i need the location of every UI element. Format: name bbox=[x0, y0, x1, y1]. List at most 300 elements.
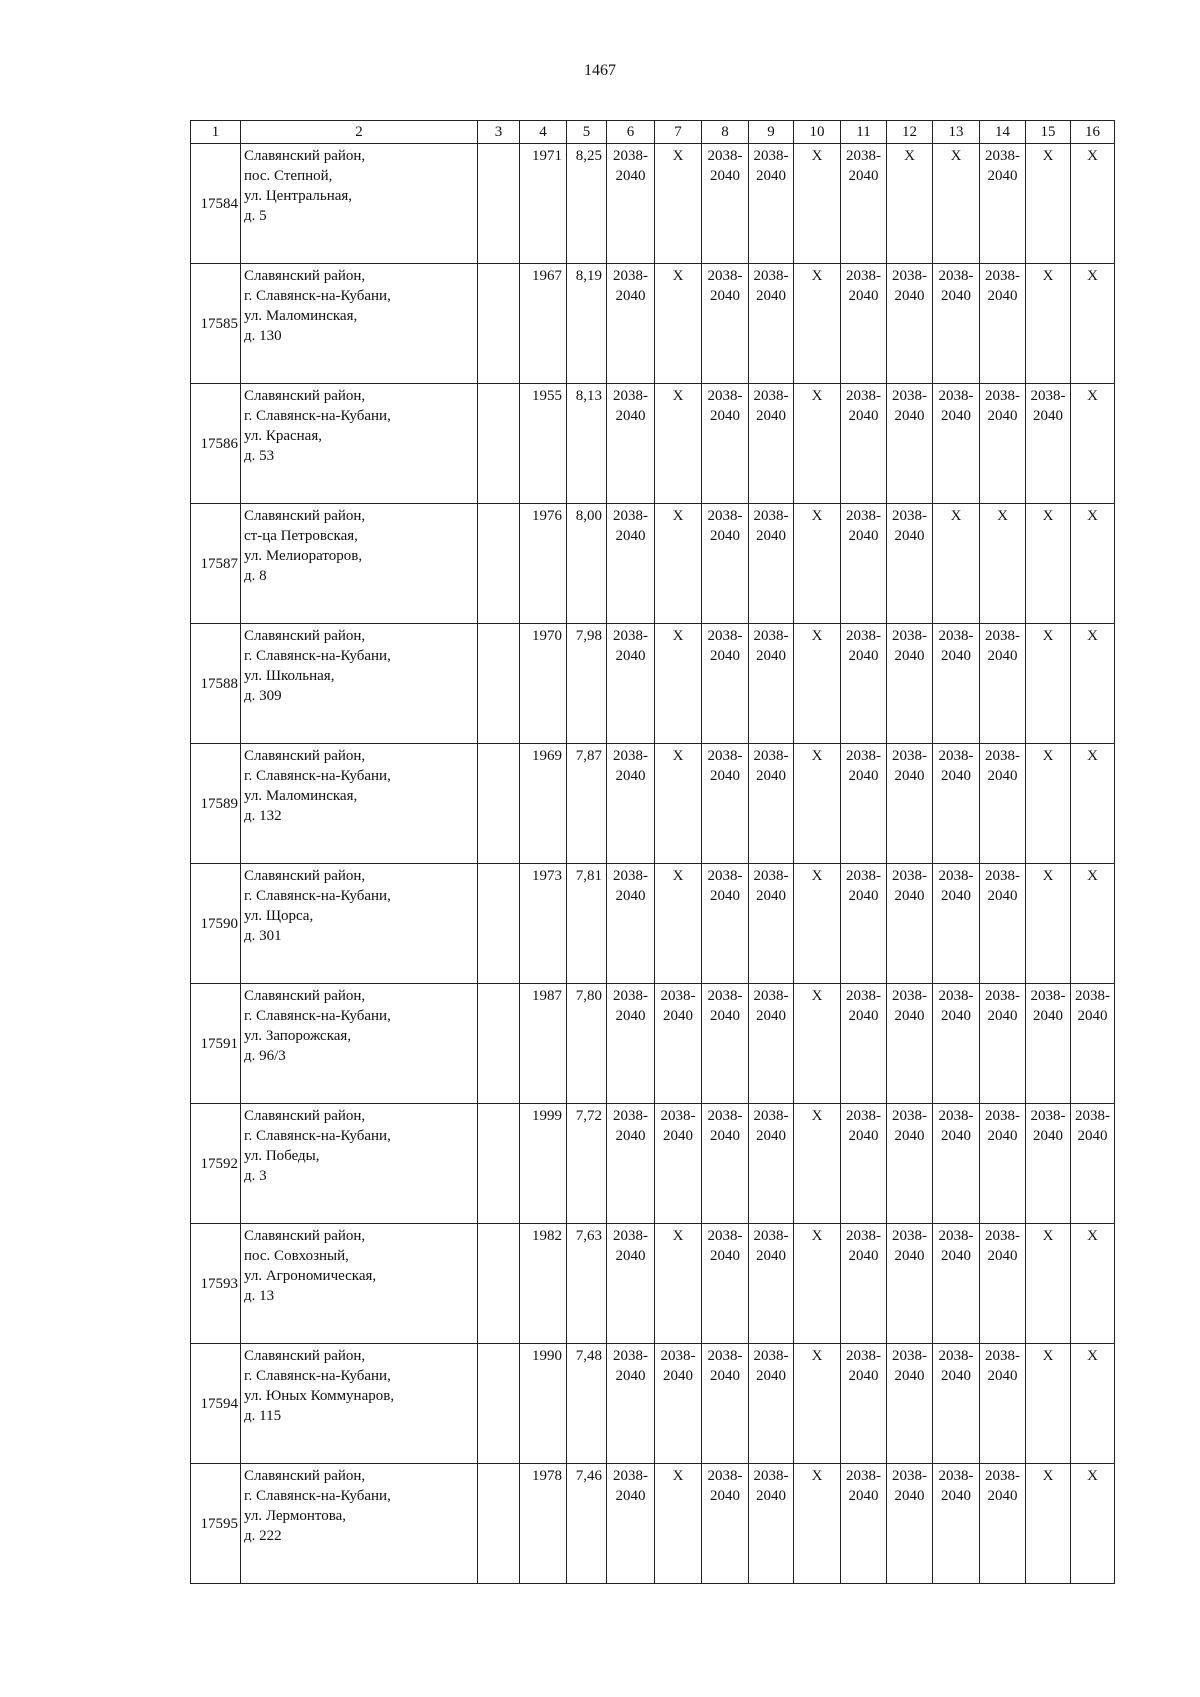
period-cell bbox=[841, 744, 887, 864]
address-line: д. 309 bbox=[244, 688, 282, 704]
period-cell bbox=[841, 984, 887, 1104]
period-end: 2040 bbox=[848, 528, 879, 544]
period-end: 2040 bbox=[848, 888, 879, 904]
period-start: 2038- bbox=[707, 868, 743, 884]
row-number: 17588 bbox=[191, 624, 241, 744]
period-start: 2038- bbox=[753, 1228, 789, 1244]
year-cell: 1969 bbox=[520, 744, 567, 864]
mark-cell: X bbox=[1026, 1464, 1071, 1584]
period-cell bbox=[933, 1104, 980, 1224]
mark-cell: X bbox=[1026, 504, 1071, 624]
period-cell bbox=[607, 624, 655, 744]
period-end: 2040 bbox=[987, 1368, 1018, 1384]
value-cell: 8,13 bbox=[567, 384, 607, 504]
period-cell bbox=[980, 144, 1026, 264]
table-row bbox=[191, 744, 1115, 864]
period-start: 2038- bbox=[613, 1348, 648, 1364]
period-end: 2040 bbox=[756, 648, 786, 664]
period-start: 2038- bbox=[613, 508, 648, 524]
empty-cell bbox=[478, 1104, 520, 1224]
mark-cell: X bbox=[980, 504, 1026, 624]
mark-cell: X bbox=[1026, 744, 1071, 864]
period-cell bbox=[933, 264, 980, 384]
period-end: 2040 bbox=[987, 888, 1018, 904]
empty-cell bbox=[478, 624, 520, 744]
period-end: 2040 bbox=[941, 648, 971, 664]
address-line: д. 115 bbox=[244, 1408, 282, 1424]
year-cell: 1971 bbox=[520, 144, 567, 264]
period-end: 2040 bbox=[756, 1248, 786, 1264]
period-end: 2040 bbox=[987, 648, 1018, 664]
address-line: ул. Маломинская, bbox=[244, 308, 358, 324]
period-start: 2038- bbox=[846, 508, 881, 524]
address-line: д. 13 bbox=[244, 1288, 275, 1304]
period-start: 2038- bbox=[892, 388, 927, 404]
period-cell bbox=[702, 384, 749, 504]
period-cell bbox=[607, 744, 655, 864]
empty-cell bbox=[478, 744, 520, 864]
period-cell bbox=[607, 1224, 655, 1344]
address-line: ул. Лермонтова, bbox=[244, 1508, 346, 1524]
mark-cell: X bbox=[794, 144, 841, 264]
period-end: 2040 bbox=[941, 888, 971, 904]
mark-cell: X bbox=[794, 1224, 841, 1344]
column-header-16: 16 bbox=[1071, 121, 1115, 144]
period-end: 2040 bbox=[615, 1128, 646, 1144]
period-end: 2040 bbox=[756, 1008, 786, 1024]
mark-cell: X bbox=[1071, 1464, 1115, 1584]
period-start: 2038- bbox=[892, 988, 927, 1004]
period-end: 2040 bbox=[615, 528, 646, 544]
value-cell: 7,48 bbox=[567, 1344, 607, 1464]
period-start: 2038- bbox=[707, 628, 743, 644]
address-line: ул. Запорожская, bbox=[244, 1028, 352, 1044]
period-end: 2040 bbox=[987, 1008, 1018, 1024]
period-start: 2038- bbox=[938, 1108, 974, 1124]
period-end: 2040 bbox=[615, 648, 646, 664]
row-number: 17594 bbox=[191, 1344, 241, 1464]
period-end: 2040 bbox=[615, 1488, 646, 1504]
period-start: 2038- bbox=[613, 268, 648, 284]
column-header-6: 6 bbox=[607, 121, 655, 144]
period-cell bbox=[980, 1344, 1026, 1464]
row-number: 17593 bbox=[191, 1224, 241, 1344]
period-start: 2038- bbox=[846, 148, 881, 164]
address-line: г. Славянск-на-Кубани, bbox=[244, 1488, 391, 1504]
value-cell: 7,80 bbox=[567, 984, 607, 1104]
period-cell bbox=[702, 984, 749, 1104]
period-end: 2040 bbox=[756, 888, 786, 904]
period-end: 2040 bbox=[987, 1488, 1018, 1504]
value-cell: 7,81 bbox=[567, 864, 607, 984]
period-cell bbox=[887, 744, 933, 864]
period-cell bbox=[749, 1224, 794, 1344]
period-cell bbox=[702, 1344, 749, 1464]
row-number: 17585 bbox=[191, 264, 241, 384]
period-start: 2038- bbox=[707, 1108, 743, 1124]
period-cell bbox=[933, 1344, 980, 1464]
column-header-1: 1 bbox=[191, 121, 241, 144]
year-cell: 1970 bbox=[520, 624, 567, 744]
mark-cell: X bbox=[1026, 624, 1071, 744]
period-end: 2040 bbox=[1077, 1128, 1108, 1144]
address-cell bbox=[241, 264, 478, 384]
period-end: 2040 bbox=[941, 408, 971, 424]
period-cell bbox=[749, 744, 794, 864]
period-start: 2038- bbox=[753, 148, 789, 164]
address-line: пос. Совхозный, bbox=[244, 1248, 349, 1264]
period-start: 2038- bbox=[1030, 388, 1066, 404]
period-cell bbox=[655, 1104, 702, 1224]
period-start: 2038- bbox=[892, 628, 927, 644]
period-cell bbox=[1026, 1104, 1071, 1224]
period-cell bbox=[980, 384, 1026, 504]
value-cell: 7,46 bbox=[567, 1464, 607, 1584]
period-end: 2040 bbox=[848, 1368, 879, 1384]
mark-cell: X bbox=[1071, 744, 1115, 864]
period-end: 2040 bbox=[663, 1368, 693, 1384]
period-start: 2038- bbox=[660, 1108, 696, 1124]
period-end: 2040 bbox=[941, 1008, 971, 1024]
period-cell bbox=[980, 1104, 1026, 1224]
period-start: 2038- bbox=[613, 628, 648, 644]
period-start: 2038- bbox=[613, 388, 648, 404]
mark-cell: X bbox=[1026, 1224, 1071, 1344]
period-end: 2040 bbox=[710, 288, 740, 304]
period-start: 2038- bbox=[892, 1228, 927, 1244]
mark-cell: X bbox=[655, 264, 702, 384]
address-line: ул. Мелиораторов, bbox=[244, 548, 363, 564]
period-end: 2040 bbox=[756, 168, 786, 184]
period-start: 2038- bbox=[846, 388, 881, 404]
column-header-2: 2 bbox=[241, 121, 478, 144]
period-end: 2040 bbox=[710, 648, 740, 664]
period-start: 2038- bbox=[938, 628, 974, 644]
year-cell: 1990 bbox=[520, 1344, 567, 1464]
mark-cell: X bbox=[1071, 1344, 1115, 1464]
period-cell bbox=[980, 864, 1026, 984]
period-end: 2040 bbox=[894, 648, 925, 664]
value-cell: 8,25 bbox=[567, 144, 607, 264]
period-end: 2040 bbox=[894, 1488, 925, 1504]
period-start: 2038- bbox=[707, 268, 743, 284]
period-start: 2038- bbox=[753, 988, 789, 1004]
mark-cell: X bbox=[1026, 1344, 1071, 1464]
period-start: 2038- bbox=[938, 1348, 974, 1364]
period-end: 2040 bbox=[615, 408, 646, 424]
period-end: 2040 bbox=[941, 1128, 971, 1144]
period-end: 2040 bbox=[756, 408, 786, 424]
address-line: Славянский район, bbox=[244, 1228, 366, 1244]
mark-cell: X bbox=[1071, 264, 1115, 384]
period-cell bbox=[887, 264, 933, 384]
mark-cell: X bbox=[794, 504, 841, 624]
period-cell bbox=[749, 1344, 794, 1464]
period-end: 2040 bbox=[756, 1128, 786, 1144]
period-start: 2038- bbox=[938, 868, 974, 884]
period-start: 2038- bbox=[613, 868, 648, 884]
period-start: 2038- bbox=[660, 1348, 696, 1364]
period-cell bbox=[607, 264, 655, 384]
period-cell bbox=[749, 984, 794, 1104]
period-start: 2038- bbox=[846, 1108, 881, 1124]
period-end: 2040 bbox=[710, 888, 740, 904]
period-cell bbox=[749, 504, 794, 624]
address-line: ул. Маломинская, bbox=[244, 788, 358, 804]
period-end: 2040 bbox=[710, 1248, 740, 1264]
period-start: 2038- bbox=[707, 1348, 743, 1364]
mark-cell: X bbox=[794, 744, 841, 864]
address-cell bbox=[241, 744, 478, 864]
period-start: 2038- bbox=[753, 868, 789, 884]
period-cell bbox=[702, 1224, 749, 1344]
period-cell bbox=[841, 1104, 887, 1224]
period-end: 2040 bbox=[756, 288, 786, 304]
period-cell bbox=[841, 264, 887, 384]
address-line: ул. Центральная, bbox=[244, 188, 353, 204]
address-line: д. 130 bbox=[244, 328, 282, 344]
period-end: 2040 bbox=[848, 768, 879, 784]
year-cell: 1987 bbox=[520, 984, 567, 1104]
period-end: 2040 bbox=[756, 1368, 786, 1384]
period-cell bbox=[980, 984, 1026, 1104]
period-cell bbox=[887, 504, 933, 624]
mark-cell: X bbox=[655, 624, 702, 744]
period-start: 2038- bbox=[613, 1228, 648, 1244]
address-line: д. 301 bbox=[244, 928, 282, 944]
period-cell bbox=[607, 144, 655, 264]
period-cell bbox=[655, 984, 702, 1104]
period-end: 2040 bbox=[848, 168, 879, 184]
period-cell bbox=[749, 624, 794, 744]
period-end: 2040 bbox=[710, 168, 740, 184]
empty-cell bbox=[478, 384, 520, 504]
period-end: 2040 bbox=[941, 1248, 971, 1264]
period-end: 2040 bbox=[987, 768, 1018, 784]
period-cell bbox=[607, 984, 655, 1104]
period-start: 2038- bbox=[1030, 988, 1066, 1004]
column-header-14: 14 bbox=[980, 121, 1026, 144]
address-line: ул. Щорса, bbox=[244, 908, 314, 924]
period-start: 2038- bbox=[846, 628, 881, 644]
period-cell bbox=[933, 1224, 980, 1344]
mark-cell: X bbox=[1071, 384, 1115, 504]
period-start: 2038- bbox=[846, 1468, 881, 1484]
period-cell bbox=[887, 384, 933, 504]
period-cell bbox=[887, 864, 933, 984]
mark-cell: X bbox=[1071, 624, 1115, 744]
period-end: 2040 bbox=[710, 1488, 740, 1504]
address-line: Славянский район, bbox=[244, 628, 366, 644]
period-cell bbox=[841, 384, 887, 504]
address-line: г. Славянск-на-Кубани, bbox=[244, 648, 391, 664]
row-number: 17584 bbox=[191, 144, 241, 264]
address-line: пос. Степной, bbox=[244, 168, 333, 184]
address-line: г. Славянск-на-Кубани, bbox=[244, 768, 391, 784]
period-end: 2040 bbox=[848, 1008, 879, 1024]
page-number: 1467 bbox=[584, 62, 616, 79]
period-end: 2040 bbox=[894, 888, 925, 904]
address-line: г. Славянск-на-Кубани, bbox=[244, 888, 391, 904]
year-cell: 1982 bbox=[520, 1224, 567, 1344]
address-line: ст-ца Петровская, bbox=[244, 528, 358, 544]
mark-cell: X bbox=[794, 624, 841, 744]
table-row bbox=[191, 384, 1115, 504]
column-header-7: 7 bbox=[655, 121, 702, 144]
period-start: 2038- bbox=[892, 1468, 927, 1484]
period-cell bbox=[841, 864, 887, 984]
period-start: 2038- bbox=[985, 1228, 1020, 1244]
period-end: 2040 bbox=[894, 408, 925, 424]
period-cell bbox=[841, 144, 887, 264]
column-header-3: 3 bbox=[478, 121, 520, 144]
period-cell bbox=[607, 504, 655, 624]
mark-cell: X bbox=[933, 504, 980, 624]
period-start: 2038- bbox=[613, 1108, 648, 1124]
address-line: г. Славянск-на-Кубани, bbox=[244, 1128, 391, 1144]
address-line: ул. Агрономическая, bbox=[244, 1268, 377, 1284]
period-start: 2038- bbox=[1030, 1108, 1066, 1124]
address-cell bbox=[241, 984, 478, 1104]
table-row bbox=[191, 1104, 1115, 1224]
column-number-row bbox=[191, 121, 1115, 144]
value-cell: 7,72 bbox=[567, 1104, 607, 1224]
period-end: 2040 bbox=[941, 288, 971, 304]
period-start: 2038- bbox=[753, 1468, 789, 1484]
period-start: 2038- bbox=[707, 1228, 743, 1244]
period-cell bbox=[841, 624, 887, 744]
period-cell bbox=[887, 1464, 933, 1584]
period-start: 2038- bbox=[938, 268, 974, 284]
address-line: Славянский район, bbox=[244, 268, 366, 284]
address-line: Славянский район, bbox=[244, 868, 366, 884]
address-line: Славянский район, bbox=[244, 1108, 366, 1124]
period-cell bbox=[933, 384, 980, 504]
period-end: 2040 bbox=[848, 408, 879, 424]
address-cell bbox=[241, 624, 478, 744]
period-start: 2038- bbox=[707, 388, 743, 404]
period-end: 2040 bbox=[941, 1368, 971, 1384]
period-cell bbox=[887, 624, 933, 744]
period-start: 2038- bbox=[985, 748, 1020, 764]
period-cell bbox=[980, 264, 1026, 384]
address-line: г. Славянск-на-Кубани, bbox=[244, 1368, 391, 1384]
empty-cell bbox=[478, 1344, 520, 1464]
mark-cell: X bbox=[655, 744, 702, 864]
period-start: 2038- bbox=[846, 868, 881, 884]
empty-cell bbox=[478, 144, 520, 264]
period-start: 2038- bbox=[985, 868, 1020, 884]
table-row bbox=[191, 1464, 1115, 1584]
period-start: 2038- bbox=[938, 748, 974, 764]
address-line: д. 8 bbox=[244, 568, 267, 584]
period-cell bbox=[933, 624, 980, 744]
row-number: 17592 bbox=[191, 1104, 241, 1224]
address-cell bbox=[241, 384, 478, 504]
address-line: ул. Победы, bbox=[244, 1148, 320, 1164]
period-end: 2040 bbox=[987, 1128, 1018, 1144]
period-cell bbox=[702, 504, 749, 624]
period-end: 2040 bbox=[894, 768, 925, 784]
mark-cell: X bbox=[1071, 1224, 1115, 1344]
period-start: 2038- bbox=[707, 508, 743, 524]
row-number: 17586 bbox=[191, 384, 241, 504]
period-cell bbox=[607, 1344, 655, 1464]
table-row bbox=[191, 504, 1115, 624]
table-row bbox=[191, 624, 1115, 744]
mark-cell: X bbox=[1026, 144, 1071, 264]
table-row bbox=[191, 144, 1115, 264]
column-header-12: 12 bbox=[887, 121, 933, 144]
period-end: 2040 bbox=[1077, 1008, 1108, 1024]
value-cell: 7,98 bbox=[567, 624, 607, 744]
period-end: 2040 bbox=[615, 1248, 646, 1264]
period-start: 2038- bbox=[846, 748, 881, 764]
period-start: 2038- bbox=[985, 628, 1020, 644]
mark-cell: X bbox=[1071, 144, 1115, 264]
address-line: ул. Юных Коммунаров, bbox=[244, 1388, 395, 1404]
year-cell: 1973 bbox=[520, 864, 567, 984]
mark-cell: X bbox=[655, 1224, 702, 1344]
period-end: 2040 bbox=[987, 1248, 1018, 1264]
period-cell bbox=[933, 744, 980, 864]
address-cell bbox=[241, 144, 478, 264]
period-start: 2038- bbox=[707, 1468, 743, 1484]
period-end: 2040 bbox=[894, 288, 925, 304]
period-cell bbox=[841, 1224, 887, 1344]
period-cell bbox=[1071, 984, 1115, 1104]
address-line: Славянский район, bbox=[244, 1348, 366, 1364]
period-end: 2040 bbox=[848, 1248, 879, 1264]
period-end: 2040 bbox=[615, 288, 646, 304]
value-cell: 8,19 bbox=[567, 264, 607, 384]
address-line: Славянский район, bbox=[244, 388, 366, 404]
period-start: 2038- bbox=[707, 148, 743, 164]
period-start: 2038- bbox=[985, 1108, 1020, 1124]
address-line: г. Славянск-на-Кубани, bbox=[244, 408, 391, 424]
address-cell bbox=[241, 1344, 478, 1464]
table-row bbox=[191, 864, 1115, 984]
value-cell: 7,63 bbox=[567, 1224, 607, 1344]
period-end: 2040 bbox=[710, 768, 740, 784]
mark-cell: X bbox=[794, 984, 841, 1104]
period-end: 2040 bbox=[894, 1128, 925, 1144]
period-start: 2038- bbox=[892, 508, 927, 524]
column-header-5: 5 bbox=[567, 121, 607, 144]
mark-cell: X bbox=[933, 144, 980, 264]
table-row bbox=[191, 984, 1115, 1104]
period-start: 2038- bbox=[938, 388, 974, 404]
year-cell: 1999 bbox=[520, 1104, 567, 1224]
period-end: 2040 bbox=[894, 528, 925, 544]
address-line: Славянский район, bbox=[244, 1468, 366, 1484]
mark-cell: X bbox=[794, 1464, 841, 1584]
period-start: 2038- bbox=[892, 868, 927, 884]
period-cell bbox=[1071, 1104, 1115, 1224]
period-cell bbox=[749, 384, 794, 504]
period-start: 2038- bbox=[753, 388, 789, 404]
period-end: 2040 bbox=[987, 288, 1018, 304]
period-end: 2040 bbox=[756, 528, 786, 544]
mark-cell: X bbox=[655, 144, 702, 264]
period-start: 2038- bbox=[985, 268, 1020, 284]
period-start: 2038- bbox=[753, 1348, 789, 1364]
year-cell: 1976 bbox=[520, 504, 567, 624]
year-cell: 1955 bbox=[520, 384, 567, 504]
address-line: Славянский район, bbox=[244, 988, 366, 1004]
mark-cell: X bbox=[1026, 264, 1071, 384]
period-start: 2038- bbox=[846, 1228, 881, 1244]
